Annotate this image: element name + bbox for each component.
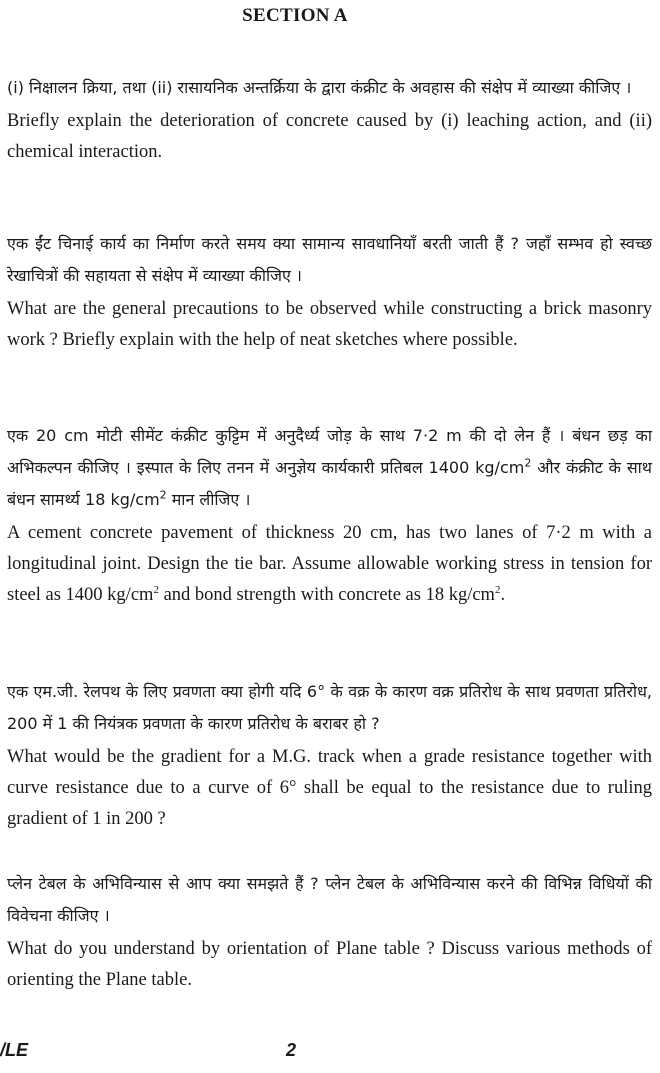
- question-5: [7, 868, 652, 996]
- question-4-hindi: एक एम.जी. रेलपथ के लिए प्रवणता क्या होगी यदि 6° के वक्र के कारण वक्र प्रतिरोध के साथ प्रवणता प्रतिरोध, 200 में 1 की नियंत्रक प्रवणता के कारण प्रतिरोध के बराबर हो ?: [7, 682, 652, 733]
- question-3-hindi: [7, 420, 652, 516]
- question-4: [7, 676, 652, 835]
- question-3-hindi-part-a: एक 20 cm मोटी सीमेंट कंक्रीट कुट्टिम में अनुदैर्ध्य जोड़ के साथ 7·2 m की दो लेन हैं । बंधन छड़ का अभिकल्पन कीजिए । इस्पात के लिए तनन में अनुज्ञेय कार्यकारी प्रतिबल 1400 kg/cm: [7, 426, 652, 477]
- question-2-hindi: एक ईंट चिनाई कार्य का निर्माण करते समय क्या सामान्य सावधानियाँ बरती जाती हैं ? जहाँ सम्भव हो स्वच्छ रेखाचित्रों की सहायता से संक्षेप में व्याख्या कीजिए ।: [7, 234, 652, 285]
- superscript: 2: [524, 456, 532, 470]
- question-5-hindi: प्लेन टेबल के अभिविन्यास से आप क्या समझते हैं ? प्लेन टेबल के अभिविन्यास करने की विभिन्न विधियों की विवेचना कीजिए ।: [7, 874, 652, 925]
- superscript: 2: [153, 583, 159, 596]
- question-1-english: Briefly explain the deterioration of concrete caused by (i) leaching action, and (ii) chemical interaction.: [7, 111, 652, 162]
- question-4-english: What would be the gradient for a M.G. track when a grade resistance together with curve resistance due to a curve of 6° shall be equal to the resistance due to ruling gradient of 1 in 200 ?: [7, 747, 652, 829]
- section-title: SECTION A: [242, 5, 348, 26]
- footer-paper-code: /LE: [0, 1040, 29, 1060]
- question-3: [7, 420, 652, 611]
- question-2-english: What are the general precautions to be observed while constructing a brick masonry work ? Briefly explain with the help of neat sketches where possible.: [7, 299, 652, 350]
- question-3-english: [7, 518, 652, 611]
- question-3-hindi-part-b: और कंक्रीट के साथ बंधन सामर्थ्य 18 kg/cm: [7, 458, 653, 509]
- superscript: 2: [159, 488, 167, 502]
- footer-page-number: 2: [286, 1040, 297, 1060]
- question-3-english-part-a: A cement concrete pavement of thickness 20 cm, has two lanes of 7·2 m with a longitudinal joint. Design the tie bar. Assume allowable working stress in tension for steel as 1400 kg/cm: [7, 523, 652, 605]
- question-3-english-part-b: and bond strength with concrete as 18 kg/cm: [158, 585, 495, 605]
- question-3-hindi-part-c: मान लीजिए ।: [166, 490, 251, 509]
- question-5-english: What do you understand by orientation of Plane table ? Discuss various methods of orienting the Plane table.: [7, 939, 652, 990]
- question-3-english-part-c: .: [500, 585, 506, 605]
- question-1-hindi: (i) निक्षालन क्रिया, तथा (ii) रासायनिक अन्तर्क्रिया के द्वारा कंक्रीट के अवहास की संक्षेप में व्याख्या कीजिए ।: [7, 78, 632, 97]
- question-1: [7, 72, 652, 168]
- question-2: [7, 228, 652, 356]
- superscript: 2: [494, 583, 501, 596]
